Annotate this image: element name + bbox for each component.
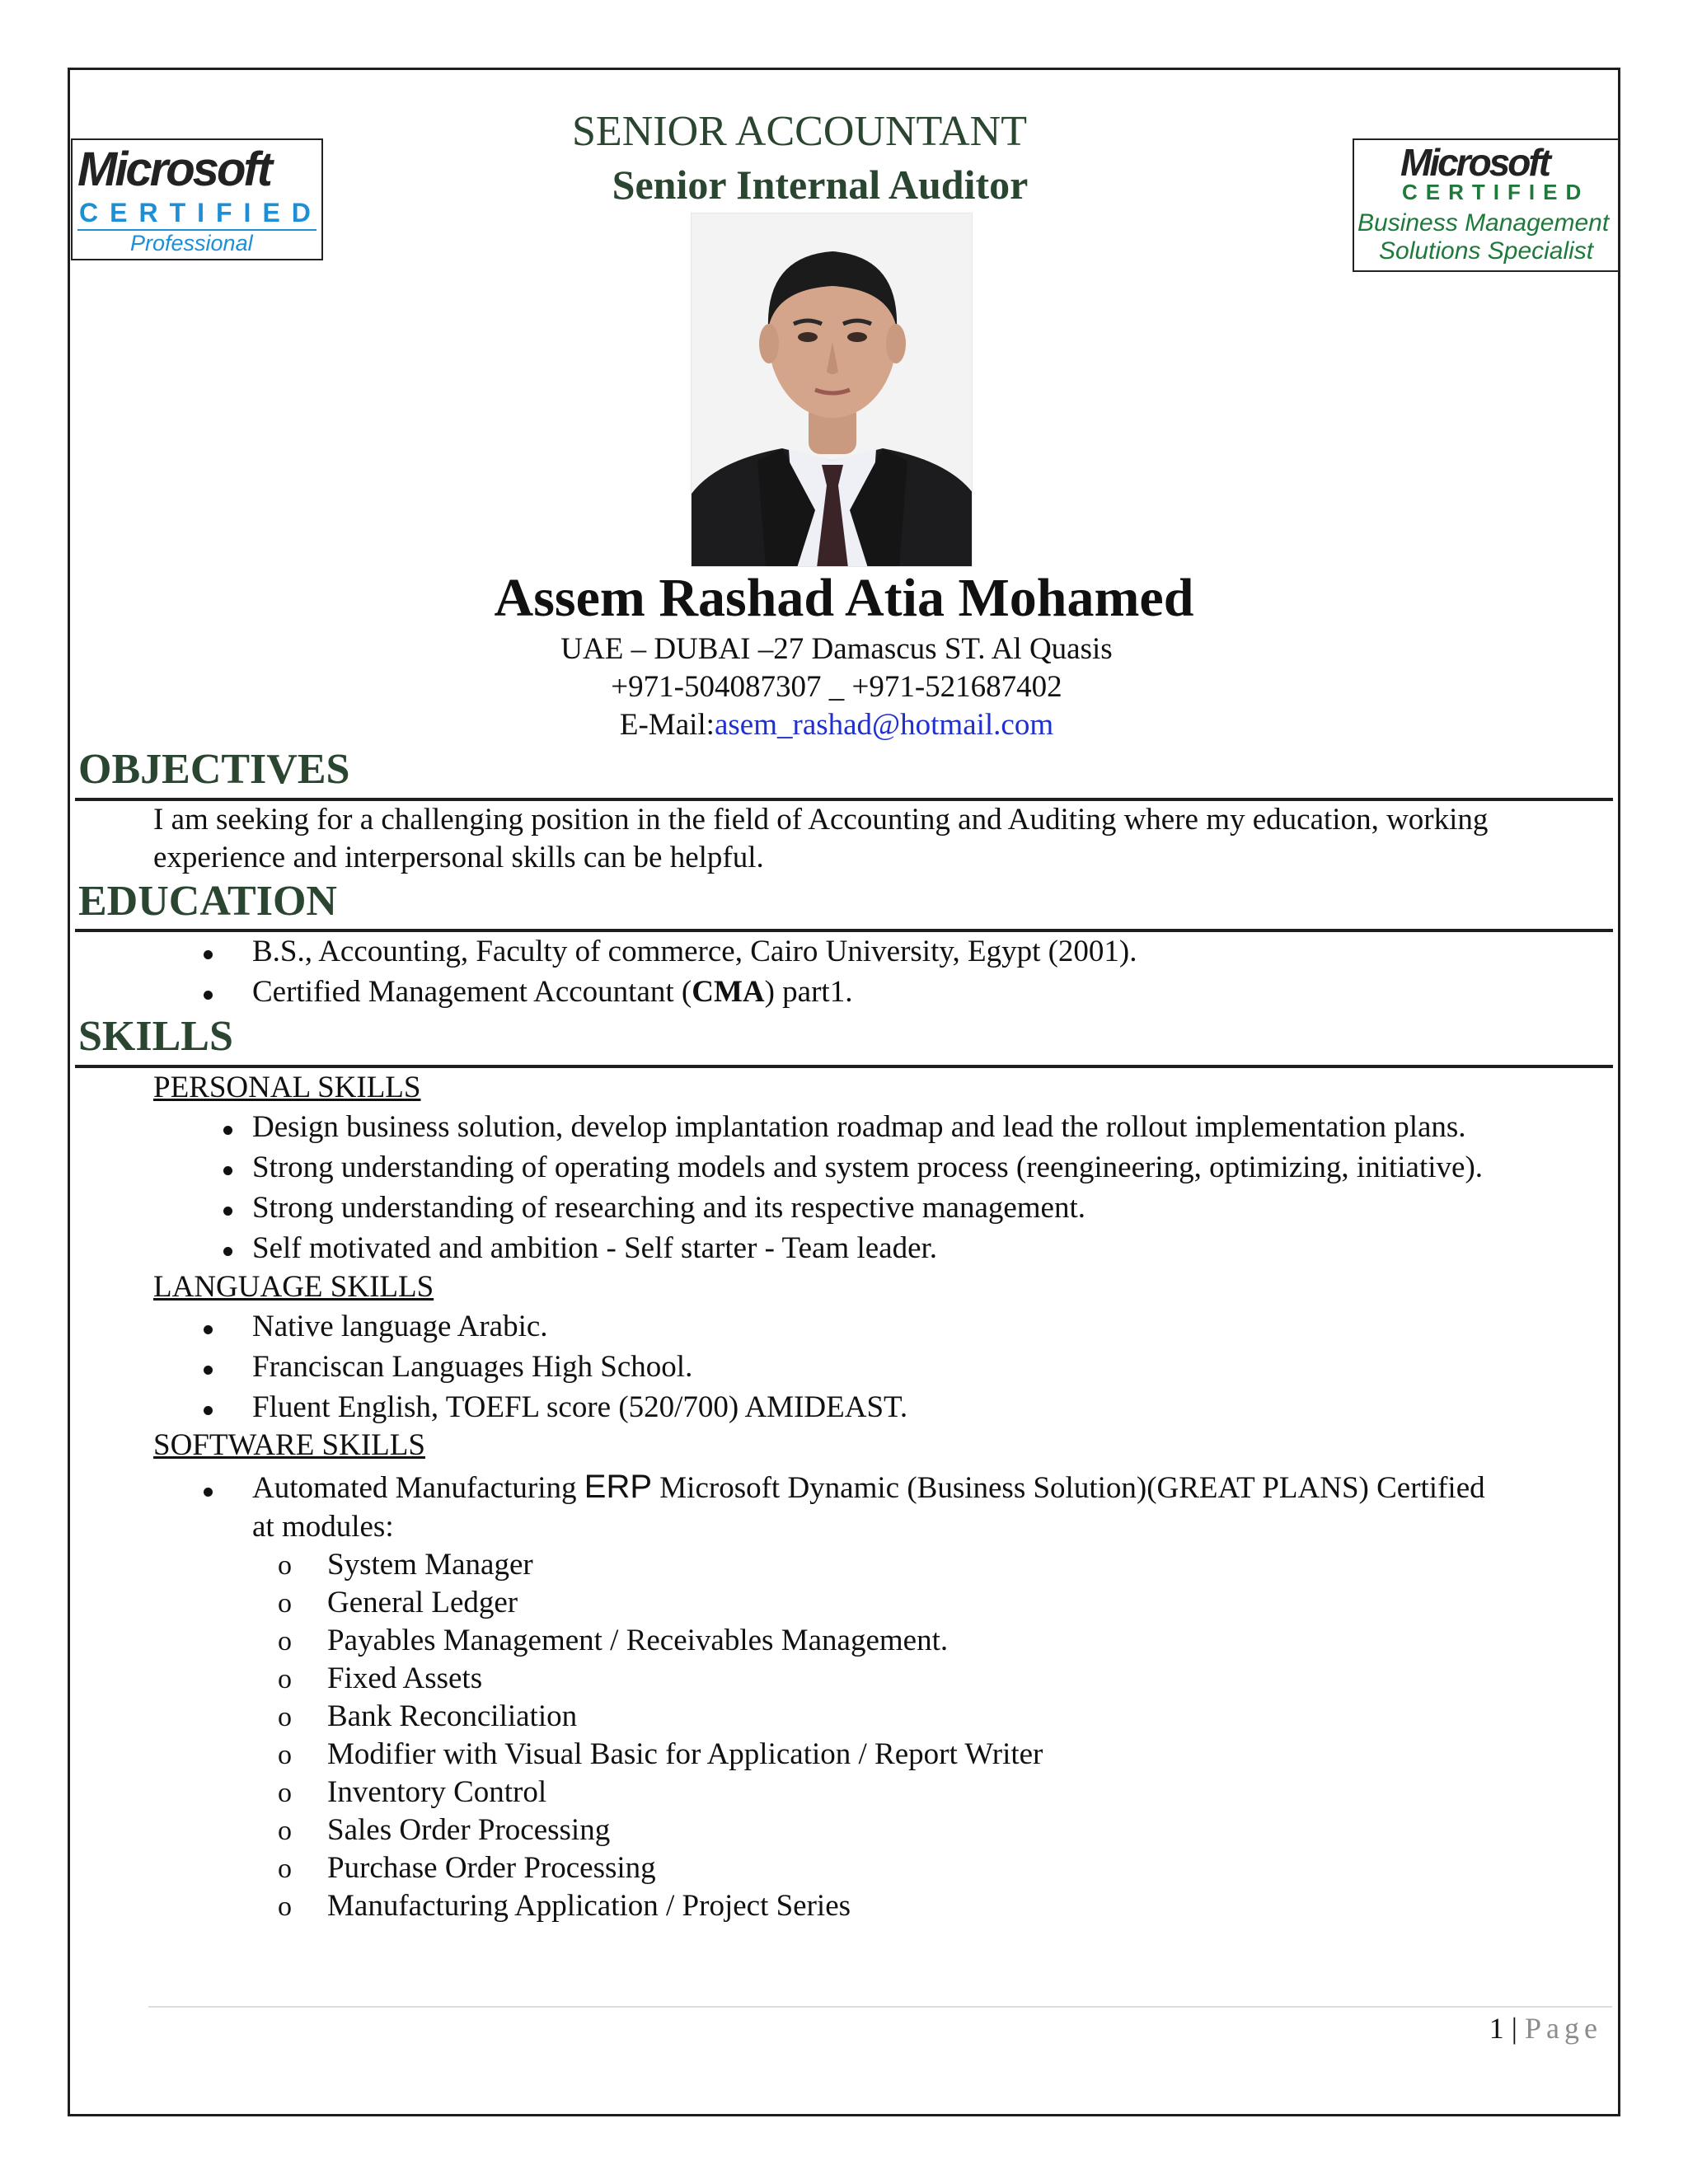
- sub-bullet: o: [278, 1816, 292, 1846]
- module-item: Modifier with Visual Basic for Application / Report Writer: [327, 1737, 1043, 1771]
- sub-bullet: o: [278, 1588, 292, 1619]
- education-item: [252, 974, 852, 1010]
- logo-level: Professional: [130, 231, 253, 255]
- bullet: [223, 1166, 232, 1175]
- language-skill-item: Franciscan Languages High School.: [252, 1350, 693, 1384]
- bullet: [204, 1325, 213, 1334]
- page-separator: |: [1503, 2012, 1526, 2045]
- email-link[interactable]: asem_rashad@hotmail.com: [714, 708, 1054, 742]
- sub-bullet: o: [278, 1778, 292, 1808]
- job-title: SENIOR ACCOUNTANT: [572, 108, 1027, 155]
- personal-skill-item: Design business solution, develop implantation roadmap and lead the rollout implementation plans.: [252, 1110, 1466, 1144]
- module-item: System Manager: [327, 1548, 533, 1582]
- email-line: [0, 707, 1673, 743]
- language-skill-item: Fluent English, TOEFL score (520/700) AMIDEAST.: [252, 1390, 908, 1424]
- personal-skill-item: Strong understanding of researching and its respective management.: [252, 1191, 1086, 1225]
- job-subtitle: Senior Internal Auditor: [612, 162, 1029, 208]
- section-rule: [75, 1065, 1613, 1068]
- sub-bullet: o: [278, 1854, 292, 1884]
- sub-bullet: o: [278, 1664, 292, 1694]
- education-item-text: Certified Management Accountant (: [252, 975, 692, 1009]
- education-item-tail: ) part1.: [764, 975, 853, 1009]
- personal-skills-heading: PERSONAL SKILLS: [153, 1071, 421, 1104]
- software-text-pre: Automated Manufacturing: [252, 1471, 584, 1505]
- page-number-value: 1: [1489, 2012, 1504, 2045]
- page-word: Page: [1525, 2012, 1602, 2045]
- logo-line1: Business Management: [1357, 209, 1610, 237]
- objectives-line-2: experience and interpersonal skills can be helpful.: [153, 841, 764, 874]
- section-rule: [75, 929, 1613, 932]
- software-skills-heading: SOFTWARE SKILLS: [153, 1428, 425, 1462]
- skills-heading: SKILLS: [78, 1013, 233, 1060]
- address: UAE – DUBAI –27 Damascus ST. Al Quasis: [560, 632, 1113, 666]
- erp-label: ERP: [584, 1469, 653, 1505]
- candidate-name: Assem Rashad Atia Mohamed: [494, 568, 1194, 628]
- objectives-heading: OBJECTIVES: [78, 746, 350, 793]
- bullet: [204, 1366, 213, 1375]
- module-item: Sales Order Processing: [327, 1813, 611, 1847]
- profile-photo: [691, 213, 973, 567]
- portrait-illustration: [692, 213, 973, 567]
- sub-bullet: o: [278, 1626, 292, 1657]
- module-item: Fixed Assets: [327, 1661, 483, 1695]
- sub-bullet: o: [278, 1891, 292, 1922]
- software-text-post: Microsoft Dynamic (Business Solution)(GREAT PLANS) Certified: [652, 1471, 1485, 1505]
- sub-bullet: o: [278, 1702, 292, 1732]
- software-skill-item: [252, 1469, 1485, 1506]
- module-item: Bank Reconciliation: [327, 1699, 578, 1733]
- logo-brand: Microsoft: [1400, 141, 1549, 184]
- logo-certified: CERTIFIED: [1402, 180, 1590, 204]
- bullet: [204, 950, 213, 959]
- sub-bullet: o: [278, 1550, 292, 1581]
- personal-skill-item: Self motivated and ambition - Self starter - Team leader.: [252, 1231, 938, 1265]
- footer-rule: [148, 2006, 1612, 2008]
- education-item: B.S., Accounting, Faculty of commerce, Cairo University, Egypt (2001).: [252, 935, 1137, 968]
- language-skill-item: Native language Arabic.: [252, 1310, 548, 1343]
- page-number: [1489, 2011, 1602, 2046]
- logo-brand: Microsoft: [77, 143, 270, 196]
- email-label: E-Mail:: [619, 708, 715, 742]
- personal-skill-item: Strong understanding of operating models and system process (reengineering, optimizing, initiative).: [252, 1151, 1484, 1184]
- bullet: [204, 1488, 213, 1497]
- logo-certified: CERTIFIED: [79, 198, 322, 227]
- module-item: Purchase Order Processing: [327, 1851, 656, 1885]
- bullet: [223, 1207, 232, 1216]
- software-skill-item-cont: at modules:: [252, 1510, 394, 1544]
- bullet: [223, 1126, 232, 1135]
- module-item: Payables Management / Receivables Management.: [327, 1624, 949, 1657]
- objectives-line-1: I am seeking for a challenging position in the field of Accounting and Auditing where my education, working: [153, 803, 1489, 837]
- logo-line2: Solutions Specialist: [1379, 237, 1594, 265]
- cma-bold: CMA: [692, 975, 765, 1009]
- phone-numbers: +971-504087307 _ +971-521687402: [611, 670, 1062, 704]
- bullet: [223, 1247, 232, 1256]
- module-item: General Ledger: [327, 1586, 518, 1619]
- education-heading: EDUCATION: [78, 878, 337, 925]
- sub-bullet: o: [278, 1740, 292, 1770]
- bullet: [204, 1406, 213, 1415]
- language-skills-heading: LANGUAGE SKILLS: [153, 1270, 434, 1304]
- module-item: Inventory Control: [327, 1775, 547, 1809]
- bullet: [204, 991, 213, 1000]
- module-item: Manufacturing Application / Project Series: [327, 1889, 851, 1923]
